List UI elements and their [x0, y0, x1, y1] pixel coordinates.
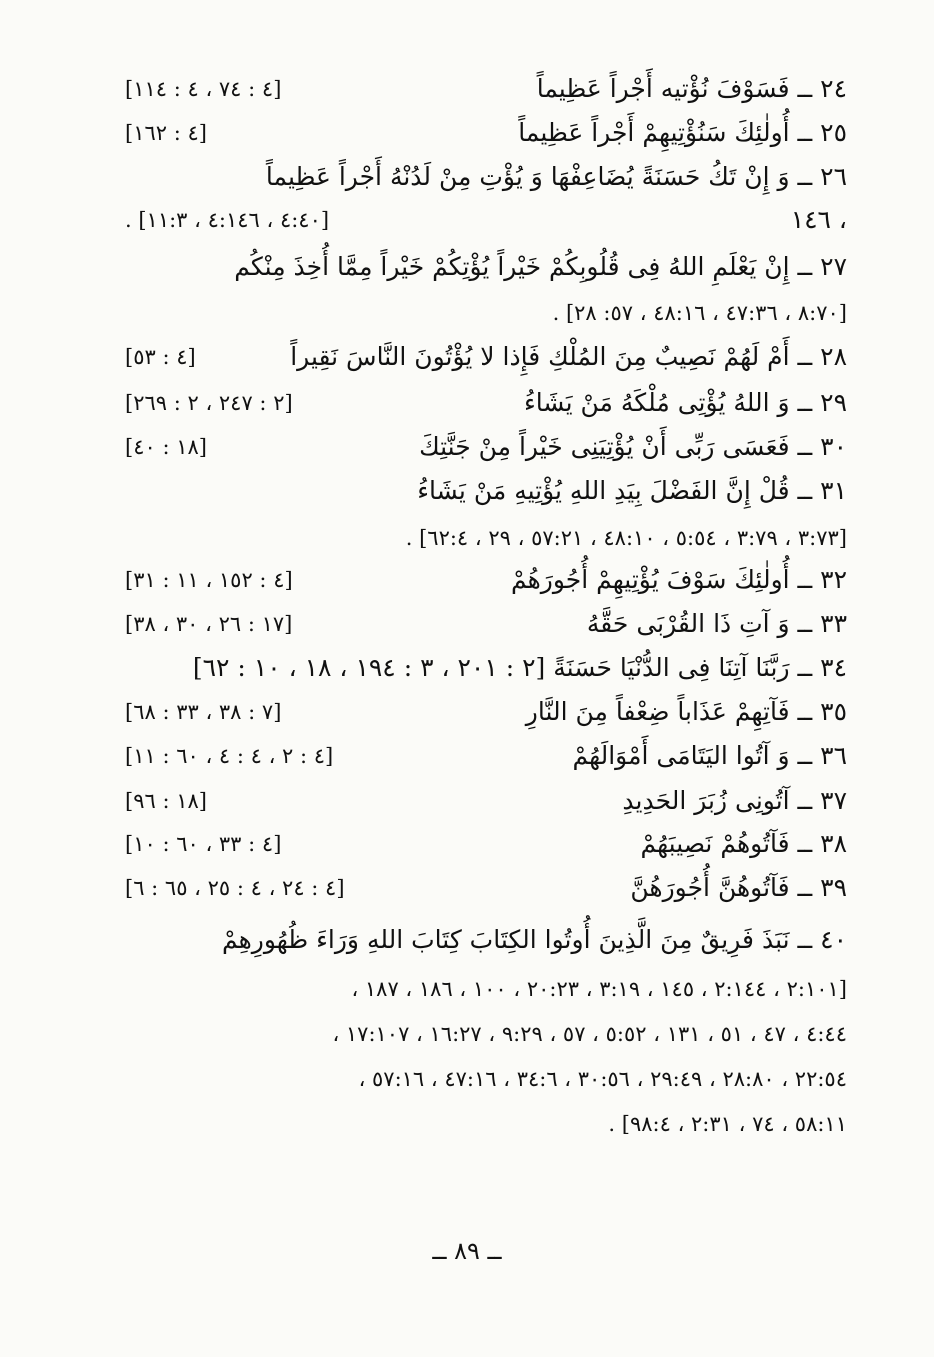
entry-reference: [٤ : ٢ ، ٤ : ٤ ، ٦٠ : ١١]: [125, 744, 334, 768]
entry-text: ٣٣ ــ وَ آتِ ذَا القُرْبَى حَقَّهُ: [586, 609, 847, 638]
entry-text: ٣٦ ــ وَ آتُوا اليَتَامَى أَمْوَالَهُمْ: [572, 741, 847, 770]
entry-text: ٣٨ ــ فَآتُوهُمْ نَصِيبَهُمْ: [640, 829, 847, 858]
entry-reference: [٧ : ٣٨ ، ٣٣ : ٦٨]: [125, 700, 282, 724]
entry-reference: [٤ : ١٥٢ ، ١١ : ٣١]: [125, 568, 293, 592]
entry-40-references-3: ٢٢:٥٤ ، ٢٨:٨٠ ، ٢٩:٤٩ ، ٣٠:٥٦ ، ٣٤:٦ ، ٤٧:١٦ ، ٥٧:١٦ ،: [358, 1067, 847, 1091]
entry-text: ٣٢ ــ أُولٰئِكَ سَوْفَ يُؤْتِيهِمْ أُجُورَهُمْ: [510, 565, 847, 594]
entry-27-references: [٨:٧٠ ، ٤٧:٣٦ ، ٤٨:١٦ ، ٥٧: ٢٨] .: [552, 301, 847, 325]
entry-text: ٢٤ ــ فَسَوْفَ نُؤْتيه أَجْراً عَظِيماً: [536, 74, 847, 103]
page-number: ــ ٨٩ ــ: [432, 1237, 502, 1265]
entry-reference: [٤ : ٢٤ ، ٤ : ٢٥ ، ٦٥ : ٦]: [125, 876, 345, 900]
entry-text: ٤٠ ــ نَبَذَ فَرِيقٌ مِنَ الَّذِينَ أُوتُوا الكِتَابَ كِتَابَ اللهِ وَرَاءَ ظُهُورِهِمْ: [221, 925, 847, 954]
entry-text: ٣٠ ــ فَعَسَى رَبِّى أَنْ يُؤْتِيَنِى خَيْراً مِنْ جَنَّتِكَ: [419, 432, 847, 461]
entry-text: ٢٧ ــ إِنْ يَعْلَمِ اللهُ فِى قُلُوبِكُمْ خَيْراً يُؤْتِكُمْ خَيْراً مِمَّا أُخِذَ مِنْكُم: [234, 252, 847, 281]
entry-text: ٣٧ ــ آتُونِى زُبَرَ الحَدِيدِ: [622, 786, 847, 815]
entry-text: ٣٩ ــ فَآتُوهُنَّ أُجُورَهُنَّ: [630, 873, 847, 902]
entry-reference: [٤ : ٥٣]: [125, 345, 196, 369]
entry-34: ٣٤ ــ رَبَّنَا آتِنَا فِى الدُّنْيَا حَسَنَةً [٢ : ٢٠١ ، ٣ : ١٩٤ ، ١٨ ، ١٠ : ٦٢]: [192, 653, 847, 682]
entry-text: ٢٦ ــ وَ إِنْ تَكُ حَسَنَةً يُضَاعِفْهَا وَ يُؤْتِ مِنْ لَدُنْهُ أَجْراً عَظِيماً: [265, 162, 847, 191]
entry-text: ٣١ ــ قُلْ إِنَّ الفَضْلَ بِيَدِ اللهِ يُؤْتِيهِ مَنْ يَشَاءُ: [417, 476, 847, 505]
entry-text: ٢٥ ــ أُولٰئِكَ سَنُؤْتِيهِمْ أَجْراً عَظِيماً: [518, 118, 847, 147]
entry-reference: [٢ : ٢٤٧ ، ٢ : ٢٦٩]: [125, 391, 293, 415]
entry-text: ٢٩ ــ وَ اللهُ يُؤْتِى مُلْكَهُ مَنْ يَشَاءُ: [523, 388, 847, 417]
entry-40-references-1: [٢:١٠١ ، ٢:١٤٤ ، ١٤٥ ، ٣:١٩ ، ٢٠:٢٣ ، ١٠٠ ، ١٨٦ ، ١٨٧ ،: [351, 977, 847, 1001]
entry-31-references: [٣:٧٣ ، ٣:٧٩ ، ٥:٥٤ ، ٤٨:١٠ ، ٥٧:٢١ ، ٢٩ ، ٦٢:٤] .: [405, 526, 847, 550]
entry-text: ٢٨ ــ أَمْ لَهُمْ نَصِيبٌ مِنَ المُلْكِ فَإِذا لا يُؤْتُونَ النَّاسَ نَقِيراً: [290, 342, 847, 371]
entry-reference: [٤ : ٧٤ ، ٤ : ١١٤]: [125, 77, 282, 101]
entry-40-references-4: ٥٨:١١ ، ٧٤ ، ٢:٣١ ، ٩٨:٤] .: [608, 1112, 847, 1136]
entry-reference: [١٨ : ٤٠]: [125, 435, 207, 459]
entry-reference: [٤ : ٣٣ ، ٦٠ : ١٠]: [125, 832, 282, 856]
entry-text: ٣٥ ــ فَآتِهِمْ عَذَاباً ضِعْفاً مِنَ النَّارِ: [525, 697, 847, 726]
entry-reference: [١٨ : ٩٦]: [125, 789, 207, 813]
entry-reference: [٤ : ١٦٢]: [125, 121, 207, 145]
entry-reference: [١٧ : ٢٦ ، ٣٠ ، ٣٨]: [125, 612, 293, 636]
entry-40-references-2: ٤:٤٤ ، ٤٧ ، ٥١ ، ١٣١ ، ٥:٥٢ ، ٥٧ ، ٩:٢٩ ، ١٦:٢٧ ، ١٧:١٠٧ ،: [332, 1022, 847, 1046]
entry-reference: [٤:٤٠ ، ٤:١٤٦ ، ١١:٣] .: [125, 208, 330, 232]
entry-text: ، ١٤٦: [790, 205, 847, 234]
